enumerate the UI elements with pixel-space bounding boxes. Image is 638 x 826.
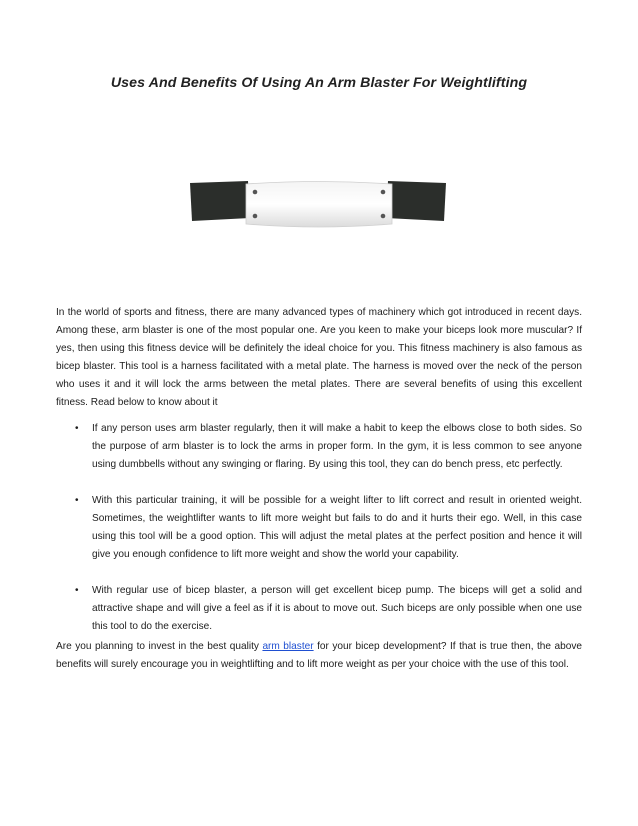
list-item-text: With regular use of bicep blaster, a person will get excellent bicep pump. The biceps will get a solid and attractive shape and will give a feel as if it is about to move out. Such biceps are only possible when one use this tool to do the exercise. bbox=[92, 585, 582, 632]
arm-blaster-link[interactable]: arm blaster bbox=[262, 641, 314, 652]
closing-paragraph bbox=[56, 638, 582, 674]
bullet-icon: • bbox=[75, 495, 79, 506]
closing-text-after: for your bicep development? If that is true then, the above benefits will surely encourage you in weightlifting and to lift more weight as per your choice with the use of this tool. bbox=[56, 641, 582, 670]
page-title: Uses And Benefits Of Using An Arm Blaster For Weightlifting bbox=[110, 75, 528, 91]
list-item-text: If any person uses arm blaster regularly, then it will make a habit to keep the elbows close to both sides. So the purpose of arm blaster is to lock the arms in proper form. In the gym, it is less common to see anyone using dumbbells without any swinging or flaring. By using this tool, they can do bench press, etc perfectly. bbox=[92, 423, 582, 470]
list-item bbox=[56, 582, 582, 636]
bullet-icon: • bbox=[75, 423, 79, 434]
article-body bbox=[56, 304, 582, 674]
rivet bbox=[381, 190, 386, 195]
list-item bbox=[56, 420, 582, 474]
rivet bbox=[253, 190, 258, 195]
rivet bbox=[253, 214, 258, 219]
closing-text-before: Are you planning to invest in the best quality bbox=[56, 641, 263, 652]
arm-blaster-image bbox=[188, 180, 450, 230]
list-item-text: With this particular training, it will be possible for a weight lifter to lift correct and result in oriented weight. Sometimes, the weightlifter wants to lift more weight but fails to do and it hurts their ego. Well, in this case using this tool will be a good option. This will adjust the metal plates at the perfect position and hence it will give you enough confidence to lift more weight and show the world your capability. bbox=[92, 495, 582, 560]
left-strap bbox=[190, 181, 250, 221]
right-strap bbox=[386, 181, 446, 221]
metal-plate bbox=[246, 182, 392, 228]
rivet bbox=[381, 214, 386, 219]
bullet-icon: • bbox=[75, 585, 79, 596]
intro-paragraph: In the world of sports and fitness, there are many advanced types of machinery which got introduced in recent days. Among these, arm blaster is one of the most popular one. Are you keen to make your biceps look more muscular? If yes, then using this fitness device will be definitely the ideal choice for you. This fitness machinery is also famous as bicep blaster. This tool is a harness facilitated with a metal plate. The harness is moved over the neck of the person who uses it and it will lock the arms between the metal plates. There are several benefits of using this excellent fitness. Read below to know about it bbox=[56, 307, 582, 408]
list-item bbox=[56, 492, 582, 564]
benefits-list bbox=[56, 420, 582, 636]
